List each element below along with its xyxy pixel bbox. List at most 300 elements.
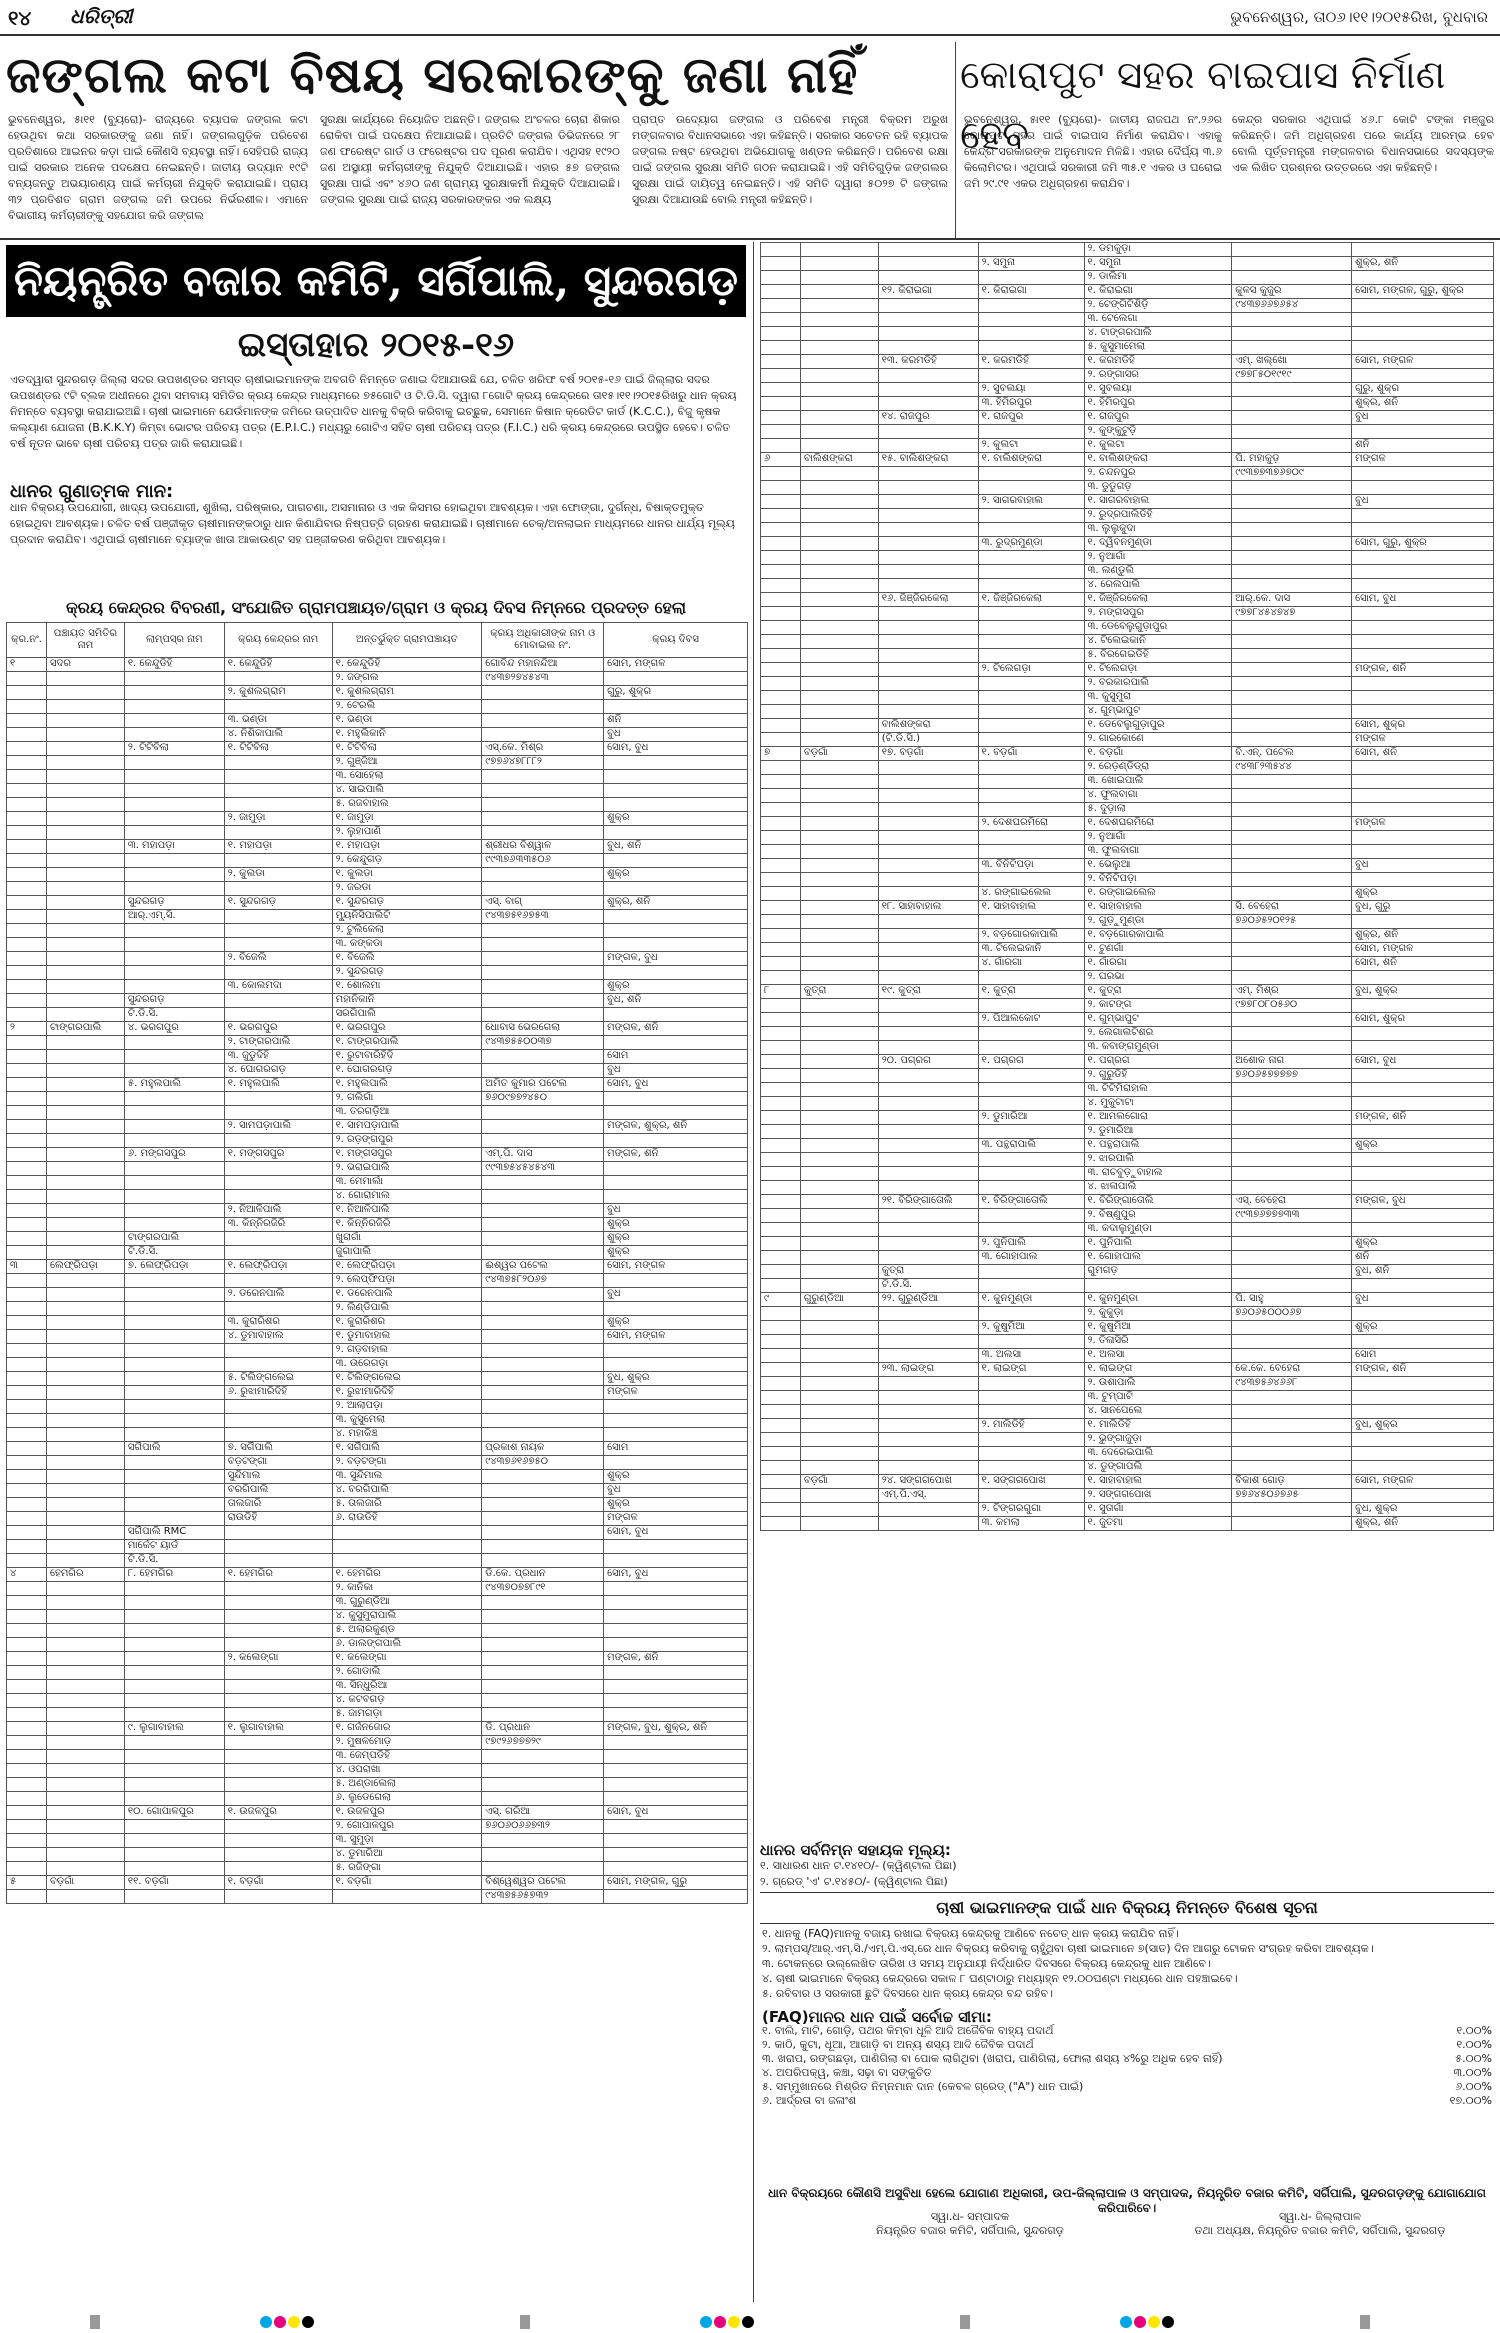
- table-row: [761, 901, 1494, 915]
- table-cell: ୧. ଟାଙ୍ଗରପାଲି: [332, 1036, 482, 1050]
- table-cell: [604, 770, 748, 784]
- table-cell: [604, 1638, 748, 1652]
- table-cell: [1232, 733, 1352, 747]
- table-cell: [761, 1475, 801, 1489]
- table-row: [761, 369, 1494, 383]
- table-cell: ୩. ଉରେଗଡ଼ା: [332, 1358, 482, 1372]
- table-row: [761, 803, 1494, 817]
- table-cell: [878, 845, 978, 859]
- table-cell: [800, 1097, 878, 1111]
- table-cell: [604, 1302, 748, 1316]
- table-row: [7, 1358, 748, 1372]
- table-cell: [878, 1433, 978, 1447]
- table-cell: [46, 1148, 124, 1162]
- table-cell: [1352, 579, 1494, 593]
- table-cell: [761, 635, 801, 649]
- table-cell: [800, 1027, 878, 1041]
- table-cell: ୪. ବରଗିପାଲି: [332, 1484, 482, 1498]
- table-cell: ସୋମ, ଶୁକ୍ର: [1352, 719, 1494, 733]
- table-cell: [978, 1209, 1084, 1223]
- table-cell: [978, 1223, 1084, 1237]
- table-cell: ୨. ନୁଆଗାଁ: [1084, 831, 1232, 845]
- table-cell: ବୁଧ: [1352, 1293, 1494, 1307]
- table-cell: ଡି. ପ୍ରଧାନ: [482, 1722, 604, 1736]
- table-row: [7, 1806, 748, 1820]
- table-cell: [124, 1792, 224, 1806]
- table-cell: [978, 1489, 1084, 1503]
- table-cell: ଶନି: [1352, 439, 1494, 453]
- table-cell: [1232, 929, 1352, 943]
- table-row: [7, 1288, 748, 1302]
- table-cell: [7, 1414, 47, 1428]
- table-cell: ସୁନ୍ଦିମାଲ: [224, 1470, 332, 1484]
- table-cell: [604, 1750, 748, 1764]
- table-cell: ୧. ବାଲିଶଙ୍କରା: [1084, 453, 1232, 467]
- table-cell: [224, 784, 332, 798]
- table-cell: ୧. କିନ୍ନିରଜିରି: [332, 1218, 482, 1232]
- table-cell: ୧. କୁଲଟା: [1084, 439, 1232, 453]
- table-cell: ୧. ଗୁମ୍ଭାପୁଟ: [1084, 1013, 1232, 1027]
- table-cell: ୧. ଡୁମାବାହାଲ: [332, 1330, 482, 1344]
- table-cell: [800, 1069, 878, 1083]
- table-row: [761, 1405, 1494, 1419]
- table-cell: [7, 1162, 47, 1176]
- table-cell: ମଙ୍ଗଳ: [1352, 817, 1494, 831]
- table-cell: [878, 425, 978, 439]
- table-cell: [878, 243, 978, 257]
- table-row: [761, 1139, 1494, 1153]
- table-cell: ୨. ଗଲିଗାଁ: [332, 1092, 482, 1106]
- table-cell: [224, 1694, 332, 1708]
- table-cell: [978, 271, 1084, 285]
- table-row: [7, 798, 748, 812]
- table-cell: ୧. ଭଣ୍ଡା: [332, 714, 482, 728]
- table-cell: ବୁଧ: [604, 1204, 748, 1218]
- table-cell: ୨. ଜରଡା: [332, 882, 482, 896]
- table-cell: ୪. ଭରଗପୁର: [124, 1022, 224, 1036]
- table-row: [7, 854, 748, 868]
- table-cell: ଟି.ଡି.ସି.: [124, 1008, 224, 1022]
- table-cell: [124, 700, 224, 714]
- table-cell: [978, 509, 1084, 523]
- table-cell: [1352, 551, 1494, 565]
- table-cell: [761, 1489, 801, 1503]
- table-cell: [224, 1274, 332, 1288]
- table-cell: [978, 1307, 1084, 1321]
- table-cell: ୧. ସୁତାଗାଁ: [1084, 1503, 1232, 1517]
- table-cell: ୧. ବିରିଙ୍ଗାତୋଲି: [978, 1195, 1084, 1209]
- black-dot: [742, 2316, 754, 2328]
- table-cell: [761, 1405, 801, 1419]
- table-cell: ଗୋବିନ୍ଦ ମହାନନ୍ଦିଆ: [482, 658, 604, 672]
- table-row: [761, 1349, 1494, 1363]
- table-cell: ମଙ୍ଗଳ: [1352, 453, 1494, 467]
- table-cell: [482, 1596, 604, 1610]
- table-cell: ୩. କୁସୁମେଲା: [332, 1414, 482, 1428]
- table-cell: [482, 1176, 604, 1190]
- table-cell: [224, 882, 332, 896]
- table-cell: ୨. କେନ୍ଦୁଗଡ଼: [332, 854, 482, 868]
- table-cell: [978, 425, 1084, 439]
- table-cell: [1232, 845, 1352, 859]
- table-cell: [124, 1652, 224, 1666]
- table-cell: ୨: [7, 1022, 47, 1036]
- table-cell: ଗୁରୁ, ଶୁକ୍ର: [604, 686, 748, 700]
- table-cell: [124, 1120, 224, 1134]
- table-cell: ୨. ଲୁହାପାଣି: [332, 826, 482, 840]
- table-cell: [761, 1055, 801, 1069]
- table-cell: ୨. ବଡ଼ଗୋରକାପାଲି: [978, 929, 1084, 943]
- table-cell: ଅଶୋକ ନାଗ: [1232, 1055, 1352, 1069]
- table-cell: [878, 495, 978, 509]
- table-cell: [878, 1517, 978, 1531]
- table-cell: [1352, 1447, 1494, 1461]
- table-cell: ୧. କୁନମୁଣ୍ଡା: [978, 1293, 1084, 1307]
- table-cell: [7, 1624, 47, 1638]
- table-row: [7, 1218, 748, 1232]
- table-cell: [224, 924, 332, 938]
- table-cell: [1232, 1181, 1352, 1195]
- table-cell: [124, 1638, 224, 1652]
- table-cell: ୨. ନିଆଳିପାଲି: [224, 1204, 332, 1218]
- table-cell: [800, 243, 878, 257]
- table-cell: [878, 1349, 978, 1363]
- table-row: [7, 1526, 748, 1540]
- table-cell: [1352, 523, 1494, 537]
- table-cell: ୧. କିରାଇଗା: [978, 285, 1084, 299]
- table-cell: ୮: [761, 985, 801, 999]
- table-cell: ସୋମ, ବୁଧ: [604, 1568, 748, 1582]
- table-row: [7, 1582, 748, 1596]
- table-row: [761, 565, 1494, 579]
- table-cell: [46, 742, 124, 756]
- table-cell: ୩. କଙ୍କଡା: [332, 938, 482, 952]
- table-cell: [1352, 369, 1494, 383]
- table-cell: [1232, 495, 1352, 509]
- table-cell: ୨. ସୁବଲୟା: [978, 383, 1084, 397]
- table-cell: ଶ୍ରୀଧର ବିଶ୍ୱାଳ: [482, 840, 604, 854]
- table-cell: ୧. ଲାଇଙ୍ଗ: [1084, 1363, 1232, 1377]
- table-row: [7, 1050, 748, 1064]
- table-cell: [1232, 257, 1352, 271]
- table-row: [7, 784, 748, 798]
- table-cell: [124, 1134, 224, 1148]
- table-cell: [7, 1050, 47, 1064]
- table-row: [761, 1181, 1494, 1195]
- table-cell: [1232, 327, 1352, 341]
- table-cell: ୬. ଡାଲଙ୍ଗପାଲି: [332, 1638, 482, 1652]
- table-cell: [604, 1400, 748, 1414]
- table-cell: [7, 1176, 47, 1190]
- table-cell: [761, 523, 801, 537]
- table-cell: ଟି.ଡି.ସି.: [878, 1279, 978, 1293]
- table-row: [7, 1204, 748, 1218]
- table-row: [761, 1167, 1494, 1181]
- table-cell: ୯୪୩୭୬୬୭୬୫୪: [1232, 299, 1352, 313]
- table-cell: ୨୧. ବିରିଙ୍ଗାତୋଲି: [878, 1195, 978, 1209]
- table-cell: ସର୍ଗିପାଲି RMC: [124, 1526, 224, 1540]
- table-cell: [1352, 1405, 1494, 1419]
- table-cell: [800, 971, 878, 985]
- table-cell: [761, 621, 801, 635]
- table-cell: [7, 1554, 47, 1568]
- table-cell: [46, 1792, 124, 1806]
- table-cell: [878, 383, 978, 397]
- table-cell: ୧. ଟିଲେଗଡ଼ା: [1084, 663, 1232, 677]
- table-cell: [1352, 327, 1494, 341]
- table-cell: [46, 910, 124, 924]
- table-cell: ଆର୍.କେ. ଦାସ: [1232, 593, 1352, 607]
- table-cell: [604, 1792, 748, 1806]
- table-cell: ୩. କୁରାରିଶର: [224, 1316, 332, 1330]
- table-cell: [7, 1274, 47, 1288]
- table-row: [7, 910, 748, 924]
- table-cell: [46, 1554, 124, 1568]
- table-cell: ୪. ଗୁମ୍ଭାପୁଟ: [1084, 705, 1232, 719]
- table-cell: [482, 1848, 604, 1862]
- table-cell: [800, 299, 878, 313]
- table-cell: ୧. ଅଲସା: [1084, 1349, 1232, 1363]
- table-cell: [800, 523, 878, 537]
- table-row: [761, 1391, 1494, 1405]
- table-cell: [800, 1167, 878, 1181]
- black-dot: [1162, 2316, 1174, 2328]
- table-cell: [978, 1041, 1084, 1055]
- table-cell: ତାଲଜାରି: [224, 1498, 332, 1512]
- table-cell: [878, 1097, 978, 1111]
- table-cell: ସୋମ, ଗୁରୁ, ଶୁକ୍ର: [1352, 537, 1494, 551]
- table-cell: ୩. ମହାପଡ଼ା: [124, 840, 224, 854]
- table-cell: ୯: [761, 1293, 801, 1307]
- table-cell: ୨. ରୁଦ୍ରପାଲିଡିହି: [1084, 509, 1232, 523]
- table-cell: [224, 700, 332, 714]
- table-cell: ୨. ମଙ୍ଗସପୁର: [1084, 607, 1232, 621]
- table-row: [7, 742, 748, 756]
- table-cell: [1352, 1153, 1494, 1167]
- table-cell: [878, 341, 978, 355]
- table-cell: [878, 1307, 978, 1321]
- table-cell: [978, 551, 1084, 565]
- table-cell: ୨. ଟିଲେଗଡ଼ା: [978, 663, 1084, 677]
- table-cell: [7, 1400, 47, 1414]
- table-cell: [482, 1708, 604, 1722]
- table-cell: [7, 1232, 47, 1246]
- table-cell: [604, 1862, 748, 1876]
- table-cell: [46, 1358, 124, 1372]
- table-cell: [978, 1405, 1084, 1419]
- table-cell: [604, 784, 748, 798]
- table-cell: ୪. ଫୁଲବାଗା: [1084, 789, 1232, 803]
- table-cell: [124, 1680, 224, 1694]
- table-cell: [1232, 1447, 1352, 1461]
- table-cell: ମଙ୍ଗଳ, ଶନି: [1352, 1363, 1494, 1377]
- table-cell: [800, 579, 878, 593]
- table-cell: [604, 1428, 748, 1442]
- centres-table-left-wrapper: [6, 622, 748, 1904]
- table-row: [761, 1041, 1494, 1055]
- table-cell: [1352, 1167, 1494, 1181]
- table-cell: [46, 1176, 124, 1190]
- table-cell: ଖୁରାଗାଁ: [332, 1232, 482, 1246]
- table-row: [7, 896, 748, 910]
- table-cell: [482, 1666, 604, 1680]
- table-row: [761, 999, 1494, 1013]
- table-cell: [604, 1890, 748, 1904]
- table-cell: [878, 537, 978, 551]
- table-cell: ୪. ମୁକୁଟାଟା: [1084, 1097, 1232, 1111]
- table-cell: ମାର୍କେଟ ୟାର୍ଡ: [124, 1540, 224, 1554]
- table-cell: ବୁଧ: [604, 1484, 748, 1498]
- table-cell: ୧. ଦେଶଘରମିରୋ: [1084, 817, 1232, 831]
- table-cell: [7, 770, 47, 784]
- table-cell: [878, 789, 978, 803]
- table-cell: [604, 1820, 748, 1834]
- table-cell: [978, 873, 1084, 887]
- table-cell: [800, 467, 878, 481]
- table-cell: [761, 1265, 801, 1279]
- table-cell: [1352, 803, 1494, 817]
- table-cell: [604, 1666, 748, 1680]
- table-cell: [1352, 649, 1494, 663]
- table-cell: ୧. ମହୁଲିକାନି: [332, 728, 482, 742]
- table-cell: ସୋମ: [604, 1050, 748, 1064]
- table-cell: ୧. ବଡ଼ଗୋରକାପାଲି: [1084, 929, 1232, 943]
- table-cell: [124, 672, 224, 686]
- table-row: [7, 1848, 748, 1862]
- table-cell: ୫. ଅଲାରକୁଣ୍ଡ: [332, 1624, 482, 1638]
- table-cell: [878, 1321, 978, 1335]
- table-row: [761, 957, 1494, 971]
- table-cell: [761, 873, 801, 887]
- table-cell: [224, 910, 332, 924]
- table-cell: [7, 1078, 47, 1092]
- table-cell: ବୁଧ: [1352, 495, 1494, 509]
- table-cell: [1232, 803, 1352, 817]
- table-cell: [482, 1064, 604, 1078]
- table-cell: ୩. ଜେମ୍ପଡିହି: [332, 1750, 482, 1764]
- table-cell: [7, 1694, 47, 1708]
- table-cell: [224, 854, 332, 868]
- table-row: [7, 1456, 748, 1470]
- table-cell: [978, 1265, 1084, 1279]
- table-cell: [878, 271, 978, 285]
- table-cell: ସୋମ, ମଙ୍ଗଳ, ଗୁରୁ: [604, 1876, 748, 1890]
- table-cell: [1232, 775, 1352, 789]
- table-cell: ୧. କରମଡିହି: [1084, 355, 1232, 369]
- table-cell: [800, 691, 878, 705]
- table-cell: ୭୬୦୬୫୦୦୦୬୭: [1232, 1307, 1352, 1321]
- table-cell: ଜୁଗାପାଲି: [332, 1246, 482, 1260]
- table-cell: ଏମ୍.ପି.ଏସ୍.: [878, 1489, 978, 1503]
- table-cell: [1352, 341, 1494, 355]
- table-cell: [978, 649, 1084, 663]
- table-cell: [800, 859, 878, 873]
- table-cell: ୨୨. ଗୁରୁଣ୍ଡିଆ: [878, 1293, 978, 1307]
- table-row: [7, 1274, 748, 1288]
- table-cell: ୩. ଜୁଡୁଦିହି: [224, 1050, 332, 1064]
- table-cell: ୪. ରଙ୍ଗାଇଲେଲ: [978, 887, 1084, 901]
- table-cell: [761, 607, 801, 621]
- table-cell: ୧. ମାଲିଡିହି: [1084, 1419, 1232, 1433]
- table-cell: [800, 1307, 878, 1321]
- table-cell: [978, 691, 1084, 705]
- table-cell: [1232, 1013, 1352, 1027]
- yellow-dot: [1148, 2316, 1160, 2328]
- table-cell: [604, 1162, 748, 1176]
- table-cell: [7, 1498, 47, 1512]
- table-cell: [46, 1610, 124, 1624]
- table-cell: [1352, 1391, 1494, 1405]
- table-cell: [761, 845, 801, 859]
- yellow-dot: [728, 2316, 740, 2328]
- table-cell: [46, 1050, 124, 1064]
- table-cell: [46, 854, 124, 868]
- table-cell: ୧୩. କରମଡିହି: [878, 355, 978, 369]
- table-cell: [800, 411, 878, 425]
- table-cell: [482, 1498, 604, 1512]
- table-cell: [761, 831, 801, 845]
- table-cell: [1352, 1125, 1494, 1139]
- table-cell: [124, 1204, 224, 1218]
- table-cell: [978, 761, 1084, 775]
- table-cell: ଏମ୍. ଖଲ୍ଖୋ: [1232, 355, 1352, 369]
- table-cell: [7, 1302, 47, 1316]
- column-header: କ୍ରୟ ଅଧିକାରୀଙ୍କ ନାମ ଓ ମୋବାଇଲ ନଂ.: [482, 623, 604, 658]
- table-cell: [1232, 1027, 1352, 1041]
- table-cell: [1352, 299, 1494, 313]
- table-cell: ୧. ଉଜଳପୁର: [224, 1806, 332, 1820]
- table-cell: ବୁଧ: [604, 1064, 748, 1078]
- table-cell: [878, 327, 978, 341]
- table-cell: [761, 257, 801, 271]
- table-cell: [1352, 1069, 1494, 1083]
- quality-text: ଧାନ ବିକ୍ରୟ ଉପଯୋଗୀ, ଖାଦ୍ୟ ଉପଯୋଗୀ, ଶୁଖିଲା, ପରିଷ୍କାର, ପାଗଚଣା, ଅସମାନାର ଓ ଏକ କିସମର ହୋଇଥିବା ଆବଶ୍ୟକ। ଏହା ଫୋଙ୍ଗା, ଦୁର୍ଗନ୍ଧ, ବିଷାକ୍ତମୁକ୍ତ ହୋଇଥିବା ଆବଶ୍ୟକ। ଚଳିତ ବର୍ଷ ପଞ୍ଜୀକୃତ ଚାଷୀମାନଙ୍କଠାରୁ ଧାନ କିଣାଯିବାର ନିଷ୍ପତ୍ତି ଗ୍ରହଣ କରାଯାଇଛି। ଚାଷୀମାନେ ଚେକ୍/ଅନଲାଇନ ମାଧ୍ୟମରେ ଧାନର ଧାର୍ଯ୍ୟ ମୂଲ୍ୟ ପ୍ରଦାନ କରାଯିବ। ଏଥିପାଇଁ ଚାଷୀମାନେ ବ୍ୟାଙ୍କ ଖାତା ଆକାଉଣ୍ଟ ସହ ପଞ୍ଜୀକରଣ କରିଥିବା ଆବଶ୍ୟକ।: [10, 501, 735, 546]
- table-cell: [878, 817, 978, 831]
- table-cell: [761, 1013, 801, 1027]
- note-item: ୩. ଟୋକନ୍‌ରେ ଉଲ୍ଲେଖିତ ତାରିଖ ଓ ସମୟ ଅନୁଯାୟୀ ନିର୍ଦ୍ଧାରିତ ଦିବସରେ ବିକ୍ରୟ କେନ୍ଦ୍ରକୁ ଧାନ ଆଣିବେ।: [762, 1957, 1211, 1970]
- faq-section: [762, 2010, 1492, 2108]
- table-cell: [482, 966, 604, 980]
- table-cell: [7, 1834, 47, 1848]
- table-cell: [978, 1377, 1084, 1391]
- table-cell: ୯୪୩୭୬୧୬୭୫୦: [482, 1456, 604, 1470]
- table-cell: ୧. କେନ୍ଦୁଡିହି: [224, 658, 332, 672]
- table-cell: [124, 1778, 224, 1792]
- table-cell: [604, 756, 748, 770]
- table-cell: ୧୨. କିରାଇଗା: [878, 285, 978, 299]
- table-cell: [761, 243, 801, 257]
- table-cell: ୩. ଖୋଇପାଲି: [1084, 775, 1232, 789]
- table-cell: [761, 1307, 801, 1321]
- table-cell: [604, 1176, 748, 1190]
- table-cell: ୨. ଗୁଞ୍ଜିଆ: [332, 756, 482, 770]
- table-cell: [124, 1848, 224, 1862]
- table-cell: [46, 952, 124, 966]
- table-cell: [224, 826, 332, 840]
- table-cell: [761, 1139, 801, 1153]
- table-cell: [224, 1176, 332, 1190]
- table-row: [7, 980, 748, 994]
- table-cell: ୩. ଡେବେଲୁଗୁଡ଼ାପୁର: [1084, 621, 1232, 635]
- table-cell: ୧. ସୁବଲୟା: [1084, 383, 1232, 397]
- table-cell: [761, 1041, 801, 1055]
- table-cell: [878, 873, 978, 887]
- table-cell: [878, 915, 978, 929]
- table-cell: ୧. ବାଲିଶଙ୍କରା: [978, 453, 1084, 467]
- table-row: [7, 1330, 748, 1344]
- table-cell: [46, 1428, 124, 1442]
- signature-line: ସ୍ୱା.ଧ- ସମ୍ପାଦକ: [930, 2210, 1010, 2223]
